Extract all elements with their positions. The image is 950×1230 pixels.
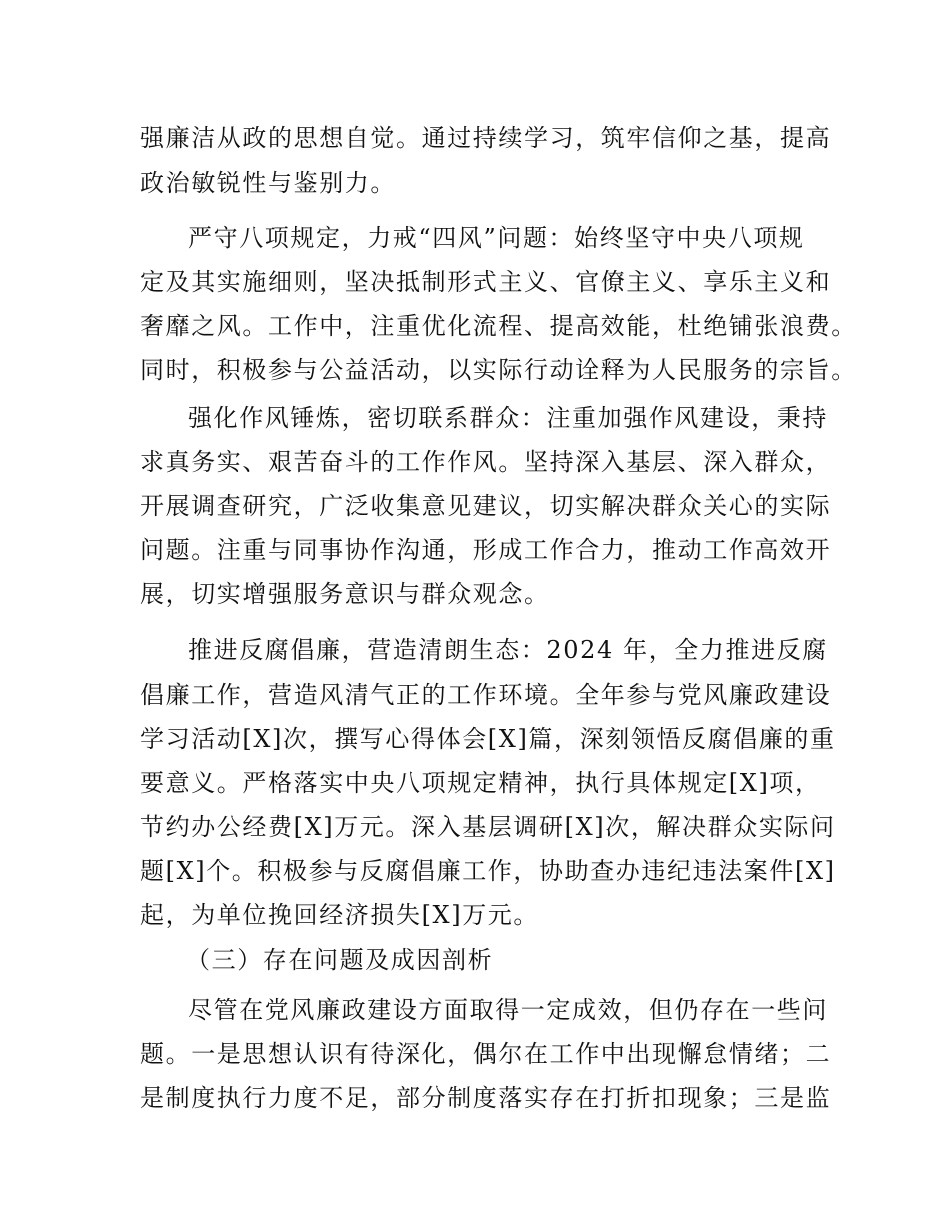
paragraph-3-line-2: 求真务实、艰苦奋斗的工作作风。坚持深入基层、深入群众，: [140, 448, 832, 476]
section-heading: （三）存在问题及成因剖析: [186, 946, 494, 974]
paragraph-1-line-2: 政治敏锐性与鉴别力。: [140, 169, 396, 197]
paragraph-5-line-2: 题。一是思想认识有待深化，偶尔在工作中出现懈怠情绪；二: [140, 1040, 832, 1068]
paragraph-5-line-3: 是制度执行力度不足，部分制度落实存在打折扣现象；三是监: [140, 1084, 832, 1112]
paragraph-3-line-3: 开展调查研究，广泛收集意见建议，切实解决群众关心的实际: [140, 492, 832, 520]
paragraph-4-line-2: 倡廉工作，营造风清气正的工作环境。全年参与党风廉政建设: [140, 681, 832, 709]
paragraph-2-line-3: 奢靡之风。工作中，注重优化流程、提高效能，杜绝铺张浪费。: [140, 312, 857, 340]
paragraph-4-line-5: 节约办公经费[X]万元。深入基层调研[X]次，解决群众实际问: [140, 813, 836, 841]
paragraph-2-line-4: 同时，积极参与公益活动，以实际行动诠释为人民服务的宗旨。: [140, 356, 857, 384]
paragraph-3-line-4: 问题。注重与同事协作沟通，形成工作合力，推动工作高效开: [140, 536, 832, 564]
paragraph-4-line-4: 要意义。严格落实中央八项规定精神，执行具体规定[X]项，: [140, 769, 821, 797]
paragraph-5-line-1: 尽管在党风廉政建设方面取得一定成效，但仍存在一些问: [188, 996, 828, 1024]
paragraph-2-line-2: 定及其实施细则，坚决抵制形式主义、官僚主义、享乐主义和: [140, 268, 832, 296]
paragraph-3-line-5: 展，切实增强服务意识与群众观念。: [140, 580, 550, 608]
paragraph-2-line-1: 严守八项规定，力戒“四风”问题：始终坚守中央八项规: [188, 224, 805, 252]
paragraph-3-line-1: 强化作风锤炼，密切联系群众：注重加强作风建设，秉持: [188, 404, 828, 432]
paragraph-4-line-1: 推进反腐倡廉，营造清朗生态：2024 年，全力推进反腐: [188, 636, 828, 664]
paragraph-4-line-6: 题[X]个。积极参与反腐倡廉工作，协助查办违纪违法案件[X]: [140, 857, 836, 885]
paragraph-4-line-3: 学习活动[X]次，撰写心得体会[X]篇，深刻领悟反腐倡廉的重: [140, 725, 836, 753]
paragraph-1-line-1: 强廉洁从政的思想自觉。通过持续学习，筑牢信仰之基，提高: [140, 124, 832, 152]
paragraph-4-line-7: 起，为单位挽回经济损失[X]万元。: [140, 901, 540, 929]
